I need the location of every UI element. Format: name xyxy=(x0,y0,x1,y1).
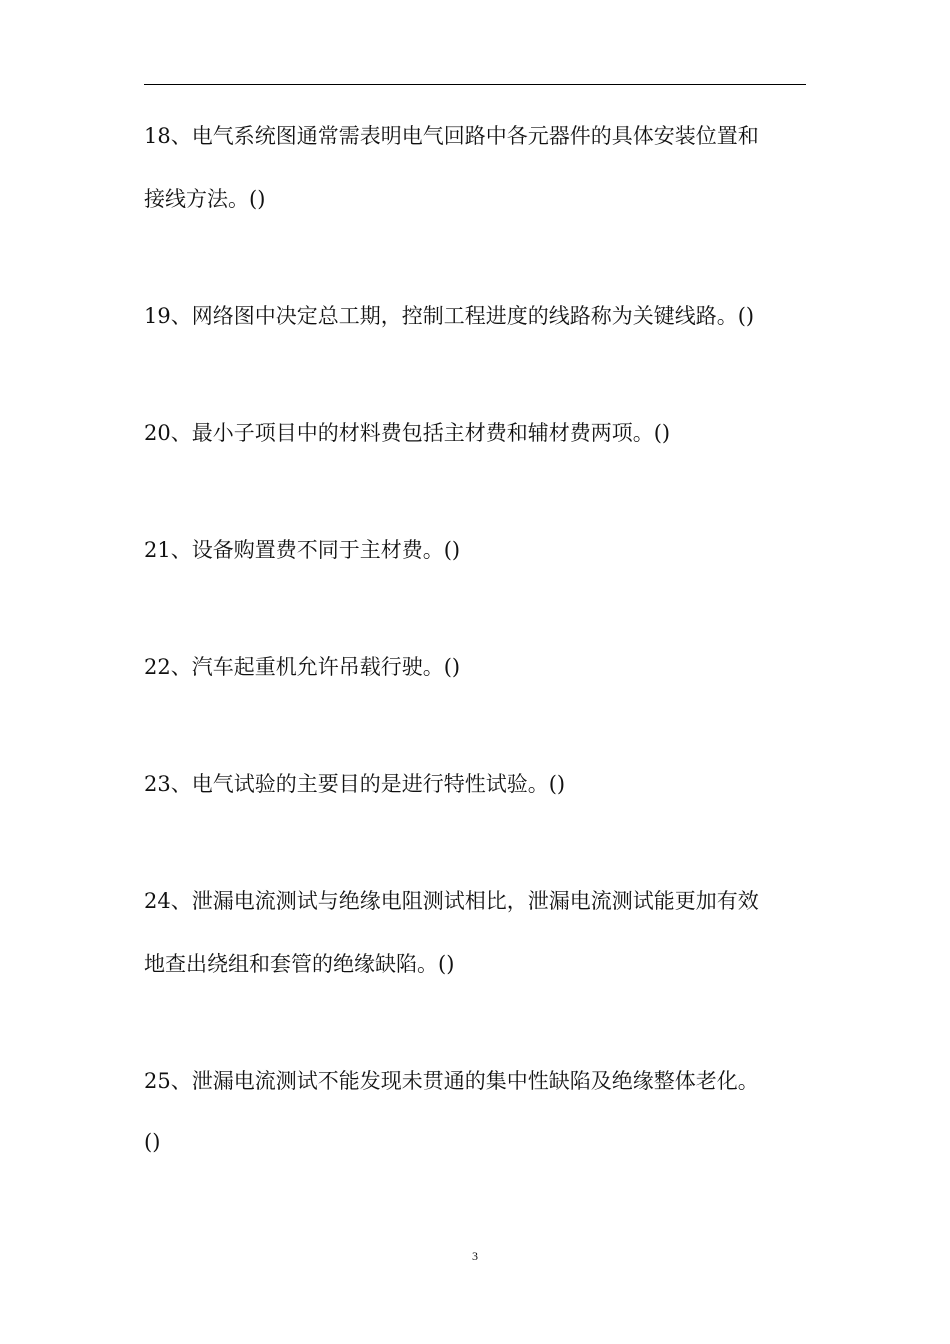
question-19-line-1: 19、网络图中决定总工期，控制工程进度的线路称为关键线路。() xyxy=(144,304,755,328)
question-24-line-2: 地查出绕组和套管的绝缘缺陷。() xyxy=(144,952,455,976)
page-number: 3 xyxy=(472,1249,478,1263)
question-25-line-1: 25、泄漏电流测试不能发现未贯通的集中性缺陷及绝缘整体老化。 xyxy=(144,1069,759,1093)
question-25-line-2: () xyxy=(144,1130,161,1154)
question-22-line-1: 22、汽车起重机允许吊载行驶。() xyxy=(144,655,461,679)
question-23-line-1: 23、电气试验的主要目的是进行特性试验。() xyxy=(144,772,566,796)
question-21-line-1: 21、设备购置费不同于主材费。() xyxy=(144,538,461,562)
question-18-line-1: 18、电气系统图通常需表明电气回路中各元器件的具体安装位置和 xyxy=(144,124,759,148)
header-rule xyxy=(144,84,806,85)
question-20-line-1: 20、最小子项目中的材料费包括主材费和辅材费两项。() xyxy=(144,421,671,445)
question-24-line-1: 24、泄漏电流测试与绝缘电阻测试相比，泄漏电流测试能更加有效 xyxy=(144,889,759,913)
question-18-line-2: 接线方法。() xyxy=(144,187,266,211)
